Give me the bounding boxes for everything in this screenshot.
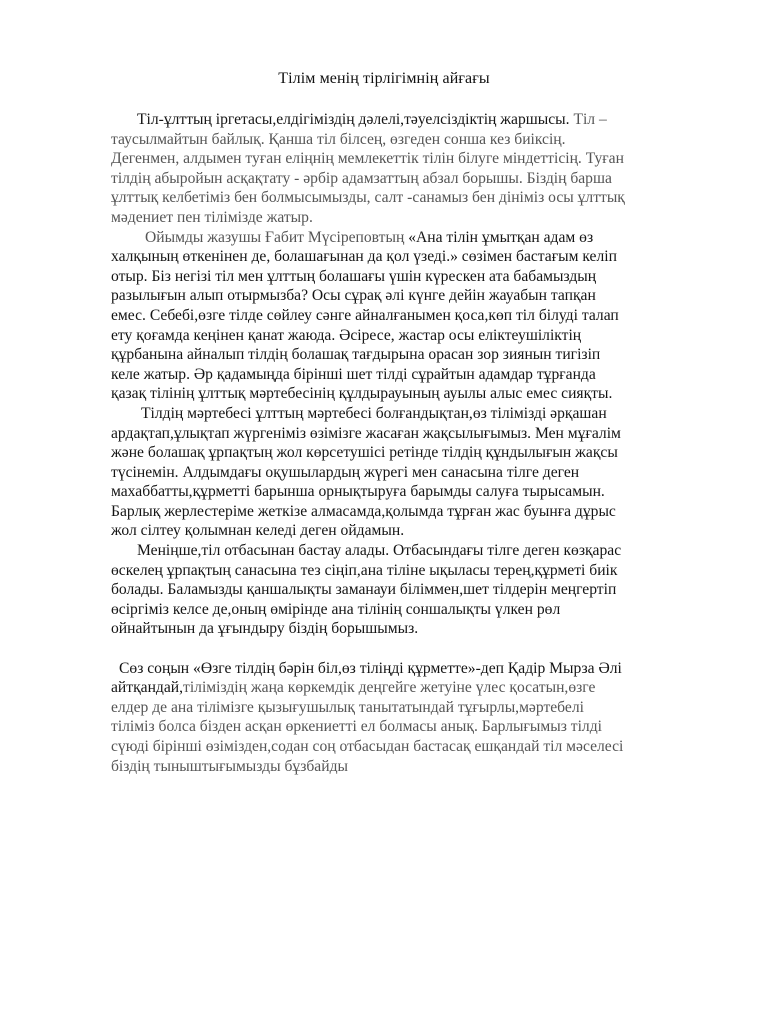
paragraph-line: Меніңше,тіл отбасынан бастау алады. Отбасындағы тілге деген көзқарас bbox=[137, 542, 622, 560]
paragraph-line: сүюді бірінші өзімізден,содан соң отбасыдан бастасақ ешқандай тіл мәселесі bbox=[111, 738, 624, 755]
paragraph-line: разылығын алып отырмызба? Осы сұрақ әлі күнге дейін жауабын тапқан bbox=[111, 287, 596, 305]
paragraph-line: тілдің абыройын асқақтату - әрбір адамзаттың абзал борышы. Біздің барша bbox=[111, 169, 612, 187]
paragraph-line: ұлттық келбетіміз бен болмысымызды, салт -санамыз бен дініміз осы ұлттық bbox=[111, 189, 625, 207]
paragraph-line: отыр. Біз негізі тіл мен ұлттың болашағы үшін күрескен ата бабамыздың bbox=[111, 267, 597, 285]
paragraph-1 bbox=[111, 110, 711, 228]
paragraph-line: Барлық жерлестеріме жеткізе алмасамда,қолымда тұрған жас буынға дұрыс bbox=[111, 502, 616, 520]
paragraph-line: жол сілтеу қолымнан келеді деген ойдамын. bbox=[111, 522, 405, 540]
paragraph-line: Тілдің мәртебесі ұлттың мәртебесі болғандықтан,өз тілімізді әрқашан bbox=[141, 404, 607, 422]
text-run: «Ана тілін ұмытқан адам өз bbox=[404, 228, 594, 246]
text-run: Тіл – bbox=[569, 111, 607, 128]
paragraph-line: өскелең ұрпақтың санасына тез сіңіп,ана тіліне ықыласы терең,құрметі биік bbox=[111, 561, 618, 579]
paragraph-2 bbox=[111, 228, 711, 404]
paragraph-line: және болашақ ұрпақтың жол көрсетушісі ретінде тілдің құндылығын жақсы bbox=[111, 444, 618, 462]
paragraph-line: емес. Себебі,өзге тілде сөйлеу сәнге айналғанымен қоса,көп тіл білуді талап bbox=[111, 306, 619, 324]
text-run: Ойымды жазушы Ғабит Мүсіреповтың bbox=[145, 228, 405, 246]
paragraph-line: ету қоғамда кеңінен қанат жаюда. Әсіресе, жастар осы еліктеушіліктің bbox=[111, 326, 582, 344]
paragraph-line: түсінемін. Алдымдағы оқушылардың жүрегі мен санасына тілге деген bbox=[111, 463, 580, 481]
paragraph-line: ардақтап,ұлықтап жүргеніміз өзімізге жасаған жақсылығымыз. Мен мұғалім bbox=[111, 424, 621, 442]
paragraph-line: ойнайтынын да ұғындыру біздің борышымыз. bbox=[111, 620, 419, 638]
paragraph-line bbox=[111, 678, 711, 698]
paragraph-line bbox=[111, 228, 711, 248]
paragraph-line: мәдениет пен тілімізде жатыр. bbox=[111, 208, 313, 226]
paragraph-line: тіліміз болса бізден асқан өркениетті ел болмасы анық. Барлығымыз тілді bbox=[111, 718, 602, 736]
paragraph-5 bbox=[111, 659, 711, 777]
paragraph-3 bbox=[111, 404, 711, 541]
document-body bbox=[111, 110, 711, 776]
paragraph-line: келе жатыр. Әр қадамыңда бірінші шет тілді сұрайтын адамдар тұрғанда bbox=[111, 365, 596, 383]
paragraph-line bbox=[111, 110, 711, 130]
spacer bbox=[111, 639, 711, 659]
paragraph-line: біздің тыныштығымызды бұзбайды bbox=[111, 757, 348, 775]
paragraph-line: өсіргіміз келсе де,оның өмірінде ана тілінің соншалықты үлкен рөл bbox=[111, 600, 561, 618]
paragraph-line: құрбанына айналып тілдің болашақ тағдырына орасан зор зиянын тигізіп bbox=[111, 346, 601, 364]
text-run: Тіл-ұлттың іргетасы,елдігіміздің дәлелі,тәуелсіздіктің жаршысы. bbox=[137, 111, 570, 128]
text-run: айтқандай, bbox=[111, 679, 184, 697]
paragraph-line: халқының өткенінен де, болашағынан да қол үзеді.» сөзімен бастағым келіп bbox=[111, 248, 617, 266]
paragraph-line: таусылмайтын байлық. Қанша тіл білсең, өзгеден сонша кез биіксің. bbox=[111, 130, 566, 148]
paragraph-line: махаббатты,құрметті барынша орнықтыруға барымды салуға тырысамын. bbox=[111, 483, 605, 501]
paragraph-line: болады. Баламызды қаншалықты заманауи біліммен,шет тілдерін меңгертіп bbox=[111, 581, 617, 599]
paragraph-line: қазақ тілінің ұлттық мәртебесінің құлдырауының ауылы алыс емес сияқты. bbox=[111, 385, 613, 403]
document-title: Тілім менің тірлігімнің айғағы bbox=[278, 70, 490, 87]
paragraph-line: Дегенмен, алдымен туған еліңнің мемлекеттік тілін білуге міндеттісің. Туған bbox=[111, 150, 624, 168]
paragraph-line: елдер де ана тілімізге қызығушылық танытатындай тұғырлы,мәртебелі bbox=[111, 698, 584, 716]
paragraph-line: Сөз соңын «Өзге тілдің бәрін біл,өз тіліңді құрметте»-деп Қадір Мырза Әлі bbox=[119, 659, 622, 677]
text-run: тіліміздің жаңа көркемдік деңгейге жетуіне үлес қосатын,өзге bbox=[183, 679, 596, 697]
paragraph-4 bbox=[111, 541, 711, 639]
